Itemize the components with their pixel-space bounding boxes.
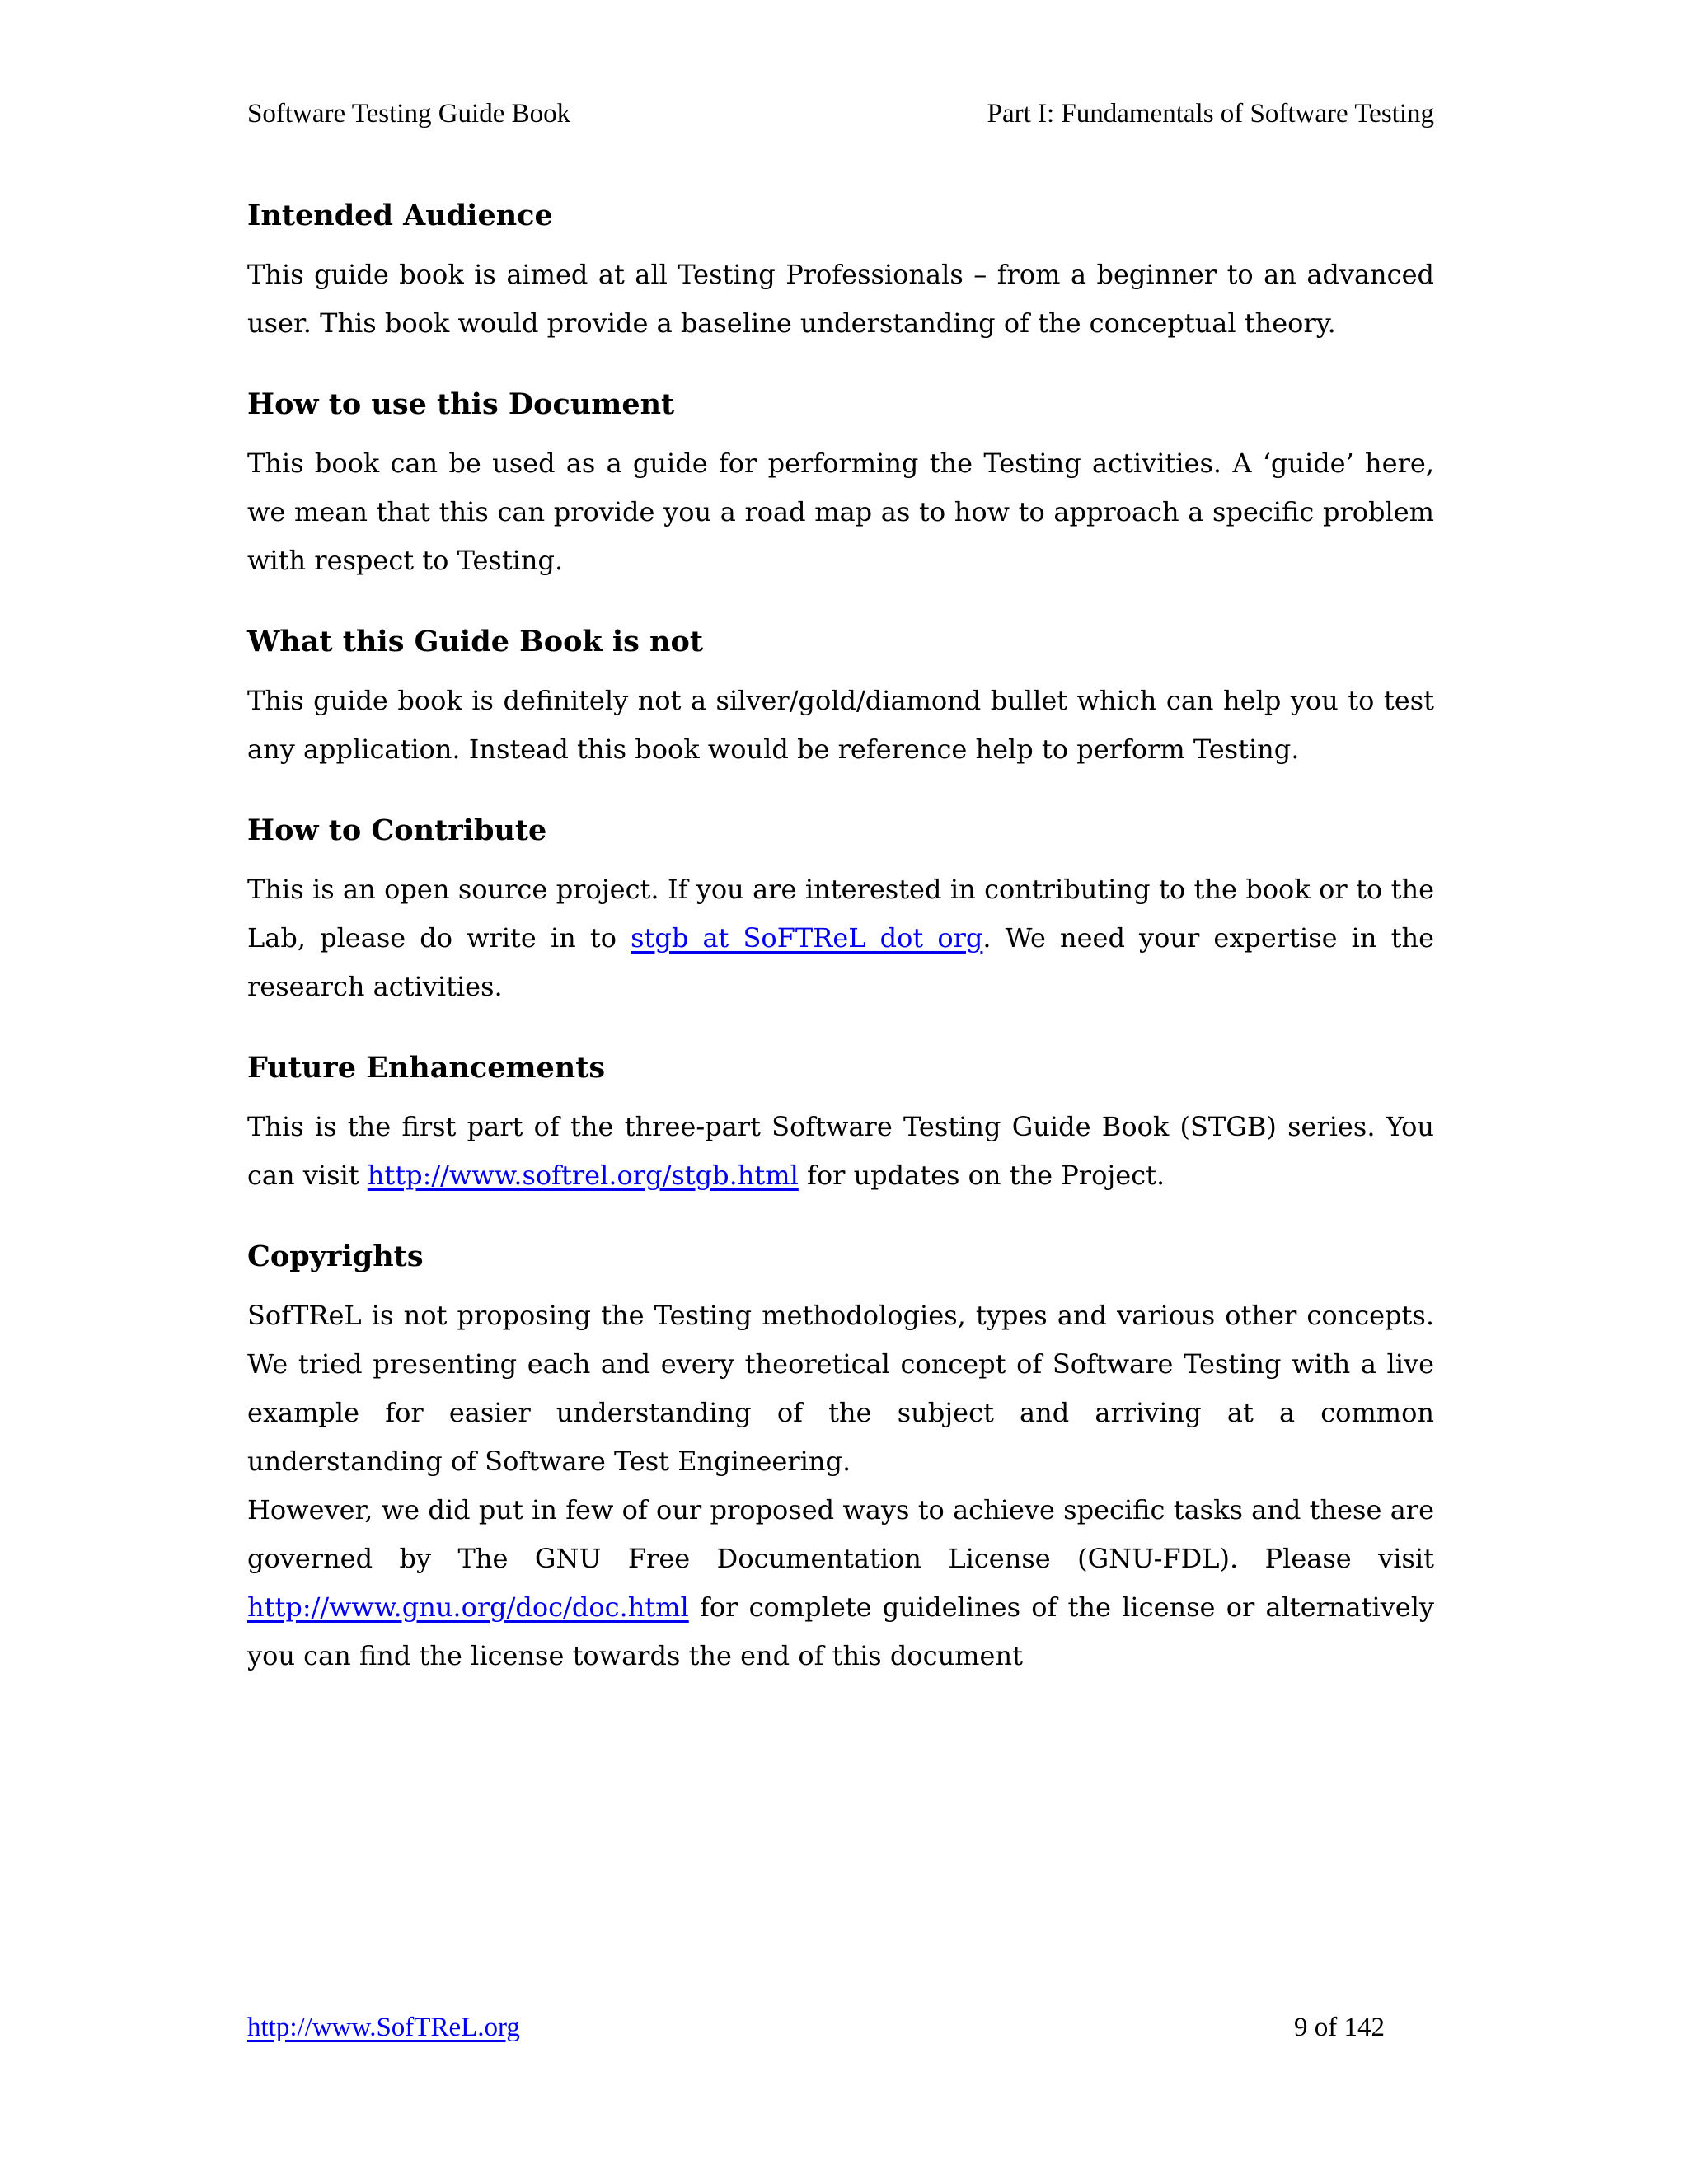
paragraph-text: . We need your expertise in the research activities.	[247, 922, 1435, 1002]
gnu-license-link[interactable]: http://www.gnu.org/doc/doc.html	[247, 1591, 689, 1623]
section-what-this-is-not	[247, 617, 1434, 774]
paragraph-text: This is an open source project. If you are interested in contributing to the book or to the Lab, please do write in to	[247, 874, 1434, 954]
section-heading: How to Contribute	[247, 813, 547, 847]
page-footer	[247, 2009, 1385, 2046]
section-paragraph	[247, 865, 1434, 1011]
page-number: 9 of 142	[1294, 2013, 1385, 2042]
section-how-to-contribute	[247, 806, 1434, 1011]
section-heading: What this Guide Book is not	[247, 625, 703, 658]
paragraph-text: for updates on the Project.	[798, 1160, 1165, 1191]
section-future-enhancements	[247, 1043, 1434, 1200]
section-paragraph	[247, 1103, 1434, 1200]
section-paragraph	[247, 1486, 1434, 1680]
section-paragraph: This book can be used as a guide for performing the Testing activities. A ‘guide’ here, we mean that this can provide you a road map as to how to approach a specific problem with respect to Testing.	[247, 448, 1434, 576]
section-heading: Future Enhancements	[247, 1051, 606, 1085]
document-content	[247, 191, 1434, 1713]
section-heading: Intended Audience	[247, 199, 553, 232]
paragraph-text: This is the first part of the three-part Software Testing Guide Book (STGB) series. You can visit	[247, 1111, 1434, 1191]
section-heading: Copyrights	[247, 1240, 424, 1273]
footer-website-link[interactable]: http://www.SofTReL.org	[247, 2013, 520, 2042]
stgb-project-link[interactable]: http://www.softrel.org/stgb.html	[367, 1160, 799, 1191]
section-heading: How to use this Document	[247, 387, 675, 421]
header-book-title: Software Testing Guide Book	[247, 99, 571, 129]
page-header	[247, 96, 1434, 132]
section-how-to-use	[247, 380, 1434, 585]
section-copyrights	[247, 1232, 1434, 1680]
section-paragraph: SofTReL is not proposing the Testing methodologies, types and various other concepts. We tried presenting each and every theoretical concept of Software Testing with a live example for easier understanding of the subject and arriving at a common understanding of Software Test Engineering.	[247, 1300, 1434, 1477]
contact-email-link[interactable]: stgb at SoFTReL dot org	[631, 922, 983, 954]
section-paragraph: This guide book is definitely not a silver/gold/diamond bullet which can help you to test any application. Instead this book would be reference help to perform Testing.	[247, 685, 1434, 765]
paragraph-text: However, we did put in few of our proposed ways to achieve specific tasks and these are governed by The GNU Free Documentation License (GNU-FDL). Please visit	[247, 1494, 1434, 1574]
paragraph-text: for complete guidelines of the license or alternatively you can find the license towards the end of this document	[247, 1591, 1434, 1671]
header-part-title: Part I: Fundamentals of Software Testing	[987, 99, 1434, 129]
section-paragraph: This guide book is aimed at all Testing Professionals – from a beginner to an advanced user. This book would provide a baseline understanding of the conceptual theory.	[247, 259, 1434, 339]
section-intended-audience	[247, 191, 1434, 348]
